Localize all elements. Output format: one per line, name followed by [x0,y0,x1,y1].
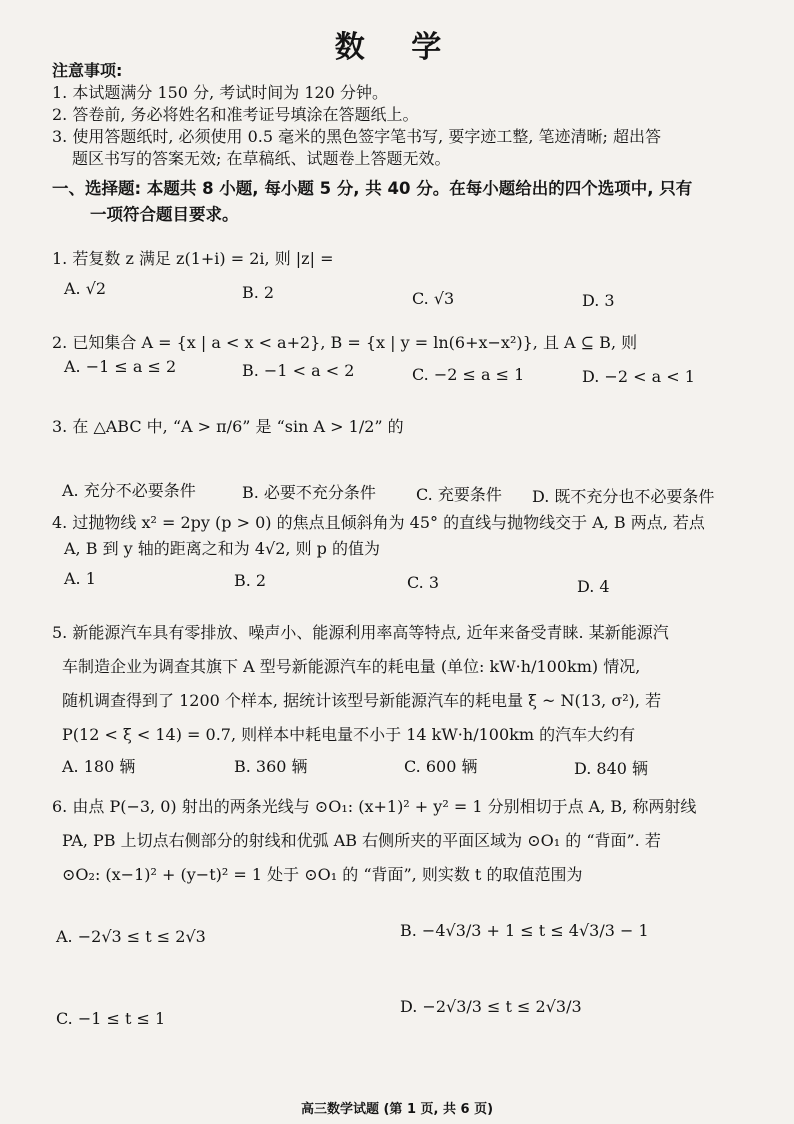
question-text: 车制造企业为调查其旗下 A 型号新能源汽车的耗电量 (单位: kW·h/100km) 情况, [62,657,641,676]
question-options [52,892,788,1072]
question-options [52,752,788,782]
question-options [52,272,788,310]
question-text: 5. 新能源汽车具有零排放、噪声小、能源利用率高等特点, 近年来备受青睐. 某新能源汽 [52,623,669,642]
notes-section [52,60,788,170]
notes-item: 1. 本试题满分 150 分, 考试时间为 120 分钟。 [52,83,388,102]
option-d: D. −2 < a < 1 [582,367,695,386]
option-d: D. 840 辆 [574,759,649,778]
notes-item: 3. 使用答题纸时, 必须使用 0.5 毫米的黑色签字笔书写, 要字迹工整, 笔迹清晰; 超出答 [52,127,661,146]
page-title: 数 学 [334,30,460,65]
section-heading-line: 一、选择题: 本题共 8 小题, 每小题 5 分, 共 40 分。在每小题给出的四个选项中, 只有 [52,179,693,198]
section-heading-line: 一项符合题目要求。 [90,205,239,224]
question-5 [52,616,788,782]
option-a: A. −2√3 ≤ t ≤ 2√3 [56,927,206,946]
option-c: C. 3 [407,573,440,592]
option-d: D. 4 [577,577,610,596]
question-options [52,562,788,596]
question-6 [52,790,788,1072]
question-4 [52,510,788,596]
option-a: A. √2 [64,279,107,298]
option-a: A. 180 辆 [62,757,136,776]
question-text: 3. 在 △ABC 中, “A > π/6” 是 “sin A > 1/2” 的 [52,417,404,436]
question-text: 4. 过抛物线 x² = 2py (p > 0) 的焦点且倾斜角为 45° 的直线与抛物线交于 A, B 两点, 若点 [52,513,705,532]
notes-heading: 注意事项: [52,61,123,80]
option-d: D. −2√3/3 ≤ t ≤ 2√3/3 [400,997,582,1016]
question-text: PA, PB 上切点右侧部分的射线和优弧 AB 右侧所夹的平面区域为 ⊙O₁ 的 “背面”. 若 [62,831,661,850]
option-b: B. 必要不充分条件 [242,483,376,502]
option-b: B. 360 辆 [234,757,308,776]
page-footer: 高三数学试题 (第 1 页, 共 6 页) [300,1102,494,1117]
question-text: 2. 已知集合 A = {x | a < x < a+2}, B = {x | y = ln(6+x−x²)}, 且 A ⊆ B, 则 [52,333,638,352]
question-text: 1. 若复数 z 满足 z(1+i) = 2i, 则 |z| = [52,249,334,268]
question-text: P(12 < ξ < 14) = 0.7, 则样本中耗电量不小于 14 kW·h/100km 的汽车大约有 [62,725,636,744]
option-c: C. −1 ≤ t ≤ 1 [56,1009,166,1028]
question-2 [52,330,788,386]
option-c: C. √3 [412,289,455,308]
option-d: D. 既不充分也不必要条件 [532,487,715,506]
option-a: A. −1 ≤ a ≤ 2 [64,357,177,376]
option-d: D. 3 [582,291,615,310]
question-text: ⊙O₂: (x−1)² + (y−t)² = 1 处于 ⊙O₁ 的 “背面”, 则实数 t 的取值范围为 [62,865,583,884]
question-3 [52,414,788,510]
section-heading [52,176,788,228]
option-a: A. 充分不必要条件 [62,481,196,500]
option-b: B. 2 [242,283,275,302]
question-text: 随机调查得到了 1200 个样本, 据统计该型号新能源汽车的耗电量 ξ ~ N(13, σ²), 若 [62,691,662,710]
notes-item: 题区书写的答案无效; 在草稿纸、试题卷上答题无效。 [72,149,451,168]
option-a: A. 1 [64,569,96,588]
notes-item: 2. 答卷前, 务必将姓名和准考证号填涂在答题纸上。 [52,105,419,124]
option-c: C. 充要条件 [416,485,502,504]
option-b: B. −1 < a < 2 [242,361,355,380]
question-text: A, B 到 y 轴的距离之和为 4√2, 则 p 的值为 [64,539,381,558]
question-options [52,480,788,510]
question-text: 6. 由点 P(−3, 0) 射出的两条光线与 ⊙O₁: (x+1)² + y² = 1 分别相切于点 A, B, 称两射线 [52,797,697,816]
option-c: C. 600 辆 [404,757,478,776]
option-b: B. −4√3/3 + 1 ≤ t ≤ 4√3/3 − 1 [400,921,649,940]
option-b: B. 2 [234,571,267,590]
option-c: C. −2 ≤ a ≤ 1 [412,365,525,384]
question-1 [52,246,788,310]
question-options [52,356,788,386]
